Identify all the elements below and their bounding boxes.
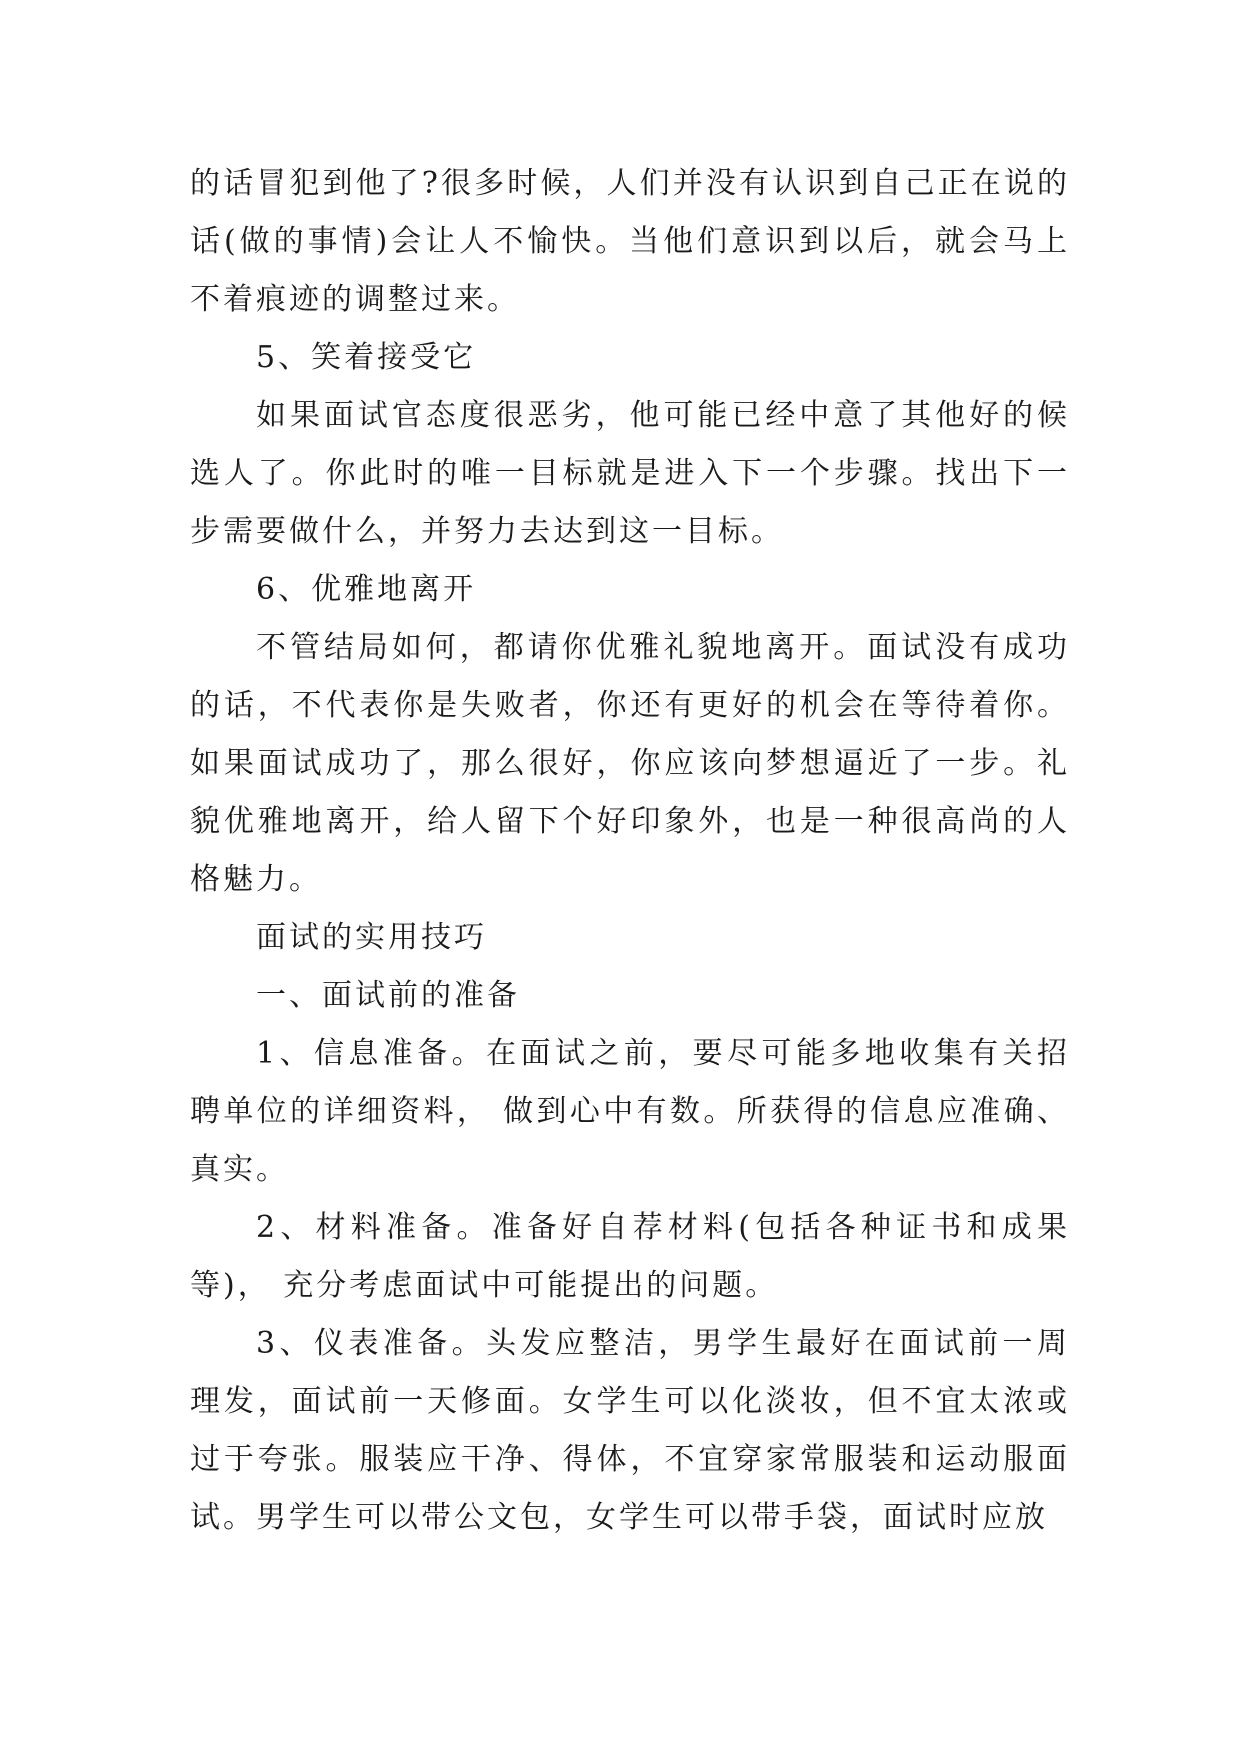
paragraph: 不管结局如何，都请你优雅礼貌地离开。面试没有成功的话，不代表你是失败者，你还有更好的机会在等待着你。如果面试成功了，那么很好，你应该向梦想逼近了一步。礼貌优雅地离开，给人留下个好印象外，也是一种很高尚的人格魅力。 (190, 630, 1070, 897)
paragraph: 1、信息准备。在面试之前，要尽可能多地收集有关招聘单位的详细资料， 做到心中有数。所获得的信息应准确、真实。 (190, 1036, 1070, 1187)
paragraph: 如果面试官态度很恶劣，他可能已经中意了其他好的候选人了。你此时的唯一目标就是进入下一个步骤。找出下一步需要做什么，并努力去达到这一目标。 (190, 398, 1070, 549)
section-heading: 5、笑着接受它 (256, 340, 477, 375)
section-heading: 6、优雅地离开 (256, 572, 477, 607)
document-body (190, 155, 1070, 1547)
paragraph: 2、材料准备。准备好自荐材料(包括各种证书和成果等)， 充分考虑面试中可能提出的问题。 (190, 1210, 1070, 1303)
paragraph: 3、仪表准备。头发应整洁，男学生最好在面试前一周理发，面试前一天修面。女学生可以化淡妆，但不宜太浓或过于夸张。服装应干净、得体，不宜穿家常服装和运动服面试。男学生可以带公文包，女学生可以带手袋，面试时应放 (190, 1326, 1070, 1535)
section-heading: 一、面试前的准备 (256, 978, 520, 1013)
section-title: 面试的实用技巧 (256, 920, 487, 955)
paragraph: 的话冒犯到他了?很多时候，人们并没有认识到自己正在说的话(做的事情)会让人不愉快。当他们意识到以后，就会马上不着痕迹的调整过来。 (190, 166, 1070, 317)
